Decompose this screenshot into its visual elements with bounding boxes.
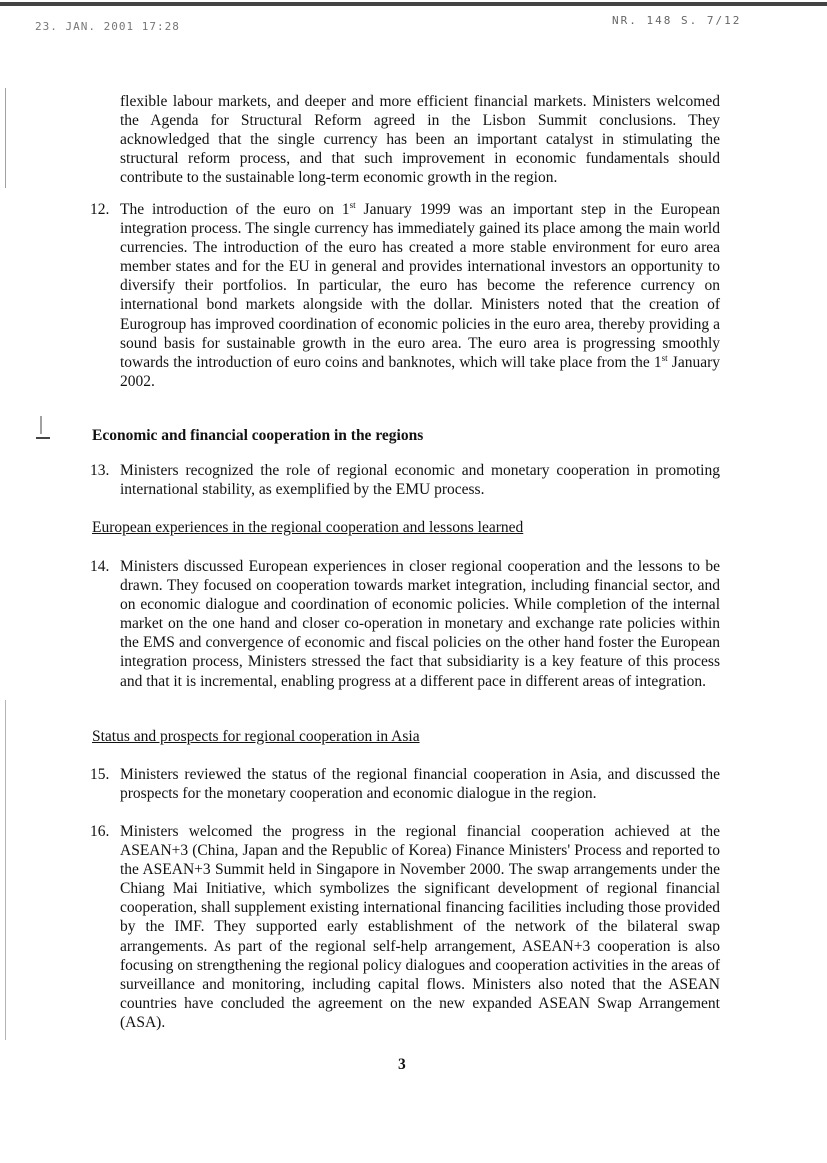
paragraph-number: 15.: [90, 766, 110, 783]
paragraph-number: 14.: [90, 558, 110, 575]
subheading-status-asia: Status and prospects for regional cooperation in Asia: [92, 728, 420, 745]
subheading-european-experiences: European experiences in the regional cooperation and lessons learned: [92, 519, 524, 536]
paragraph-14: 14. Ministers discussed European experiences in closer regional cooperation and the lessons to be drawn. They focused on cooperation towards market integration, including financial sector, and on economic dialogue and coordination of economic policies. While completion of the internal market on the one hand and closer co-operation in monetary and exchange rate policies within the EMS and convergence of economic and fiscal policies on the other hand foster the European integration process, Ministers stressed the fact that subsidiarity is a key feature of this process and that it is incremental, enabling progress at a different pace in different areas of integration.: [90, 558, 720, 690]
section-heading: Economic and financial cooperation in the regions: [92, 427, 424, 444]
paragraph-15: 15. Ministers reviewed the status of the regional financial cooperation in Asia, and discussed the prospects for the monetary cooperation and economic dialogue in the region.: [90, 766, 720, 803]
intro-paragraph: flexible labour markets, and deeper and more efficient financial markets. Ministers welcomed the Agenda for Structural Reform agreed in the Lisbon Summit conclusions. They acknowledged that the single currency has been an important catalyst in stimulating the structural reform process, and that such improvement in economic fundamentals should contribute to the sustainable long-term economic growth in the region.: [120, 93, 720, 187]
paragraph-13: 13. Ministers recognized the role of regional economic and monetary cooperation in promoting international stability, as exemplified by the EMU process.: [90, 462, 720, 499]
paragraph-number: 16.: [90, 823, 110, 840]
page-number: 3: [398, 1056, 406, 1073]
fax-header-right: NR. 148 S. 7/12: [612, 14, 742, 27]
margin-mark: [5, 700, 6, 1040]
margin-mark: [5, 88, 6, 188]
fax-top-border: [0, 2, 827, 6]
paragraph-number: 13.: [90, 462, 110, 479]
paragraph-number: 12.: [90, 201, 110, 218]
margin-mark: [40, 416, 42, 434]
fax-header-left: 23. JAN. 2001 17:28: [35, 20, 180, 33]
margin-mark: [36, 437, 50, 439]
paragraph-12: 12. The introduction of the euro on 1st January 1999 was an important step in the European integration process. The single currency has immediately gained its place among the main world currencies. The introduction of the euro has created a more stable environment for euro area member states and for the EU in general and provides international investors an opportunity to diversify their portfolios. In particular, the euro has become the reference currency on international bond markets alongside with the dollar. Ministers noted that the creation of Eurogroup has improved coordination of economic policies in the euro area, thereby providing a sound basis for sustainable growth in the euro area. The euro area is progressing smoothly towards the introduction of euro coins and banknotes, which will take place from the 1st January 2002.: [90, 199, 721, 390]
paragraph-16: 16. Ministers welcomed the progress in the regional financial cooperation achieved at the ASEAN+3 (China, Japan and the Republic of Korea) Finance Ministers' Process and reported to the ASEAN+3 Summit held in Singapore in November 2000. The swap arrangements under the Chiang Mai Initiative, which symbolizes the significant development of regional financial cooperation, shall supplement existing international financing facilities including those provided by the IMF. They supported early establishment of the network of the bilateral swap arrangements. As part of the regional self-help arrangement, ASEAN+3 cooperation is also focusing on strengthening the regional policy dialogues and cooperation activities in the areas of surveillance and monitoring, including capital flows. Ministers also noted that the ASEAN countries have concluded the agreement on the new expanded ASEAN Swap Arrangement (ASA).: [90, 823, 720, 1031]
